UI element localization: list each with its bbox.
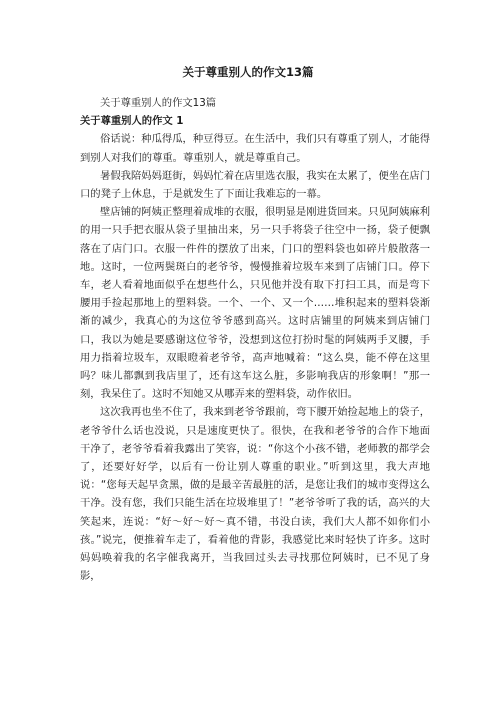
paragraph: 俗话说：种瓜得瓜，种豆得豆。在生活中，我们只有尊重了别人，才能得到别人对我们的尊重。尊重别人，就是尊重自己。 [80,133,430,164]
paragraph: 暑假我陪妈妈逛街，妈妈忙着在店里选衣服，我实在太累了，便坐在店门口的凳子上休息，于是就发生了下面让我难忘的一幕。 [80,169,430,201]
paragraph: 壁店铺的阿姨正整理着成堆的衣服，很明显是刚进货回来。只见阿姨麻利的用一只手把衣服从袋子里抽出来，另一只手将袋子往空中一扬，袋子便飘落在了店门口。衣服一件件的摆放了出来，门口的塑料袋也如碎片般散落一地。这时，一位两鬓斑白的老爷爷，慢慢推着垃圾车来到了店铺门口。停下车，老人看着地面似乎在想些什么，只见他并没有取下打扫工具，而是弯下腰用手捡起那地上的塑料袋。一个、一个、又一个……堆积起来的塑料袋渐渐的减少，我真心的为这位爷爷感到高兴。这时店铺里的阿姨来到店铺门口，我以为她是要感谢这位爷爷，没想到这位打扮时髦的阿姨两手叉腰，手用力指着垃圾车，双眼瞪着老爷爷，高声地喊着：“这么臭，能不停在这里吗？味儿都飘到我店里了，还有这车这么脏，多影响我店的形象啊！”那一刻，我呆住了。这时不知她又从哪弄来的塑料袋，动作依旧。 [80,206,430,401]
paragraph: 这次我再也坐不住了，我来到老爷爷跟前，弯下腰开始捡起地上的袋子，老爷爷什么话也没说，只是速度更快了。很快，在我和老爷爷的合作下地面干净了，老爷爷看着我露出了笑容，说：“你这个小孩不错，老师教的都学会了，还要好好学，以后有一份让别人尊重的职业。”听到这里，我大声地说：“您每天起早贪黑，做的是最辛苦最脏的活，是您让我们的城市变得这么干净。没有您，我们只能生活在垃圾堆里了！”老爷爷听了我的话，高兴的大笑起来，连说：“好～好～好～真不错，书没白读，我们大人都不如你们小孩。”说完，便推着车走了，看着他的背影，我感觉比来时轻快了许多。这时妈妈唤着我的名字催我离开，当我回过头去寻找那位阿姨时，已不见了身影， [80,406,430,583]
document-subtitle: 关于尊重别人的作文13篇 [100,97,217,109]
document-body [80,94,430,585]
document-title: 关于尊重别人的作文13篇 [182,65,314,79]
section-heading: 关于尊重别人的作文 1 [80,115,184,128]
